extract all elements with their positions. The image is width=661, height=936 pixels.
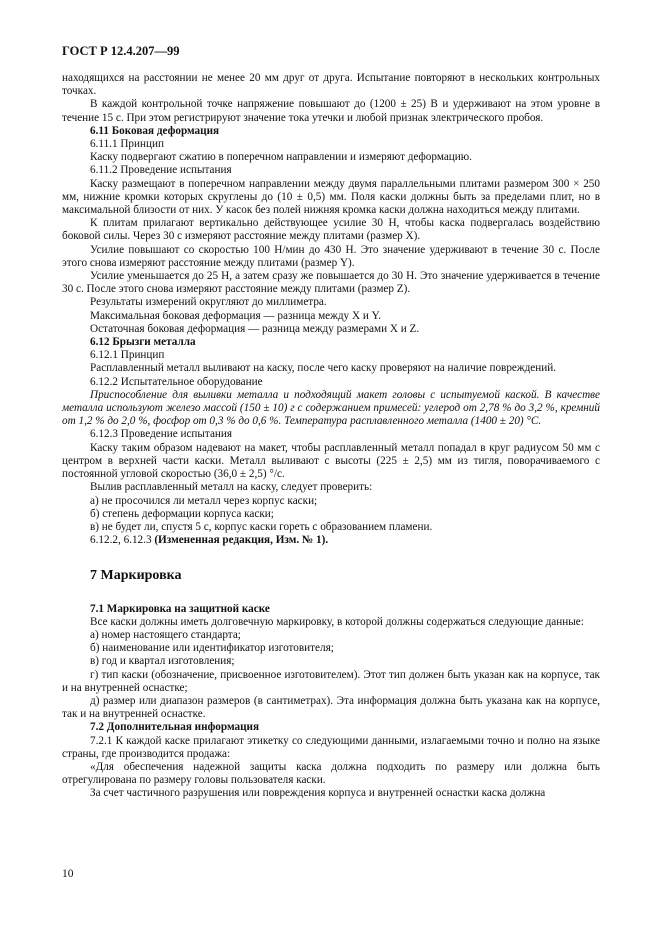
- subsection-heading-6-12-3: 6.12.3 Проведение испытания: [90, 428, 233, 441]
- list-item: г) тип каски (обозначение, присвоенное изготовителем). Этот тип должен быть указан как на корпусе, так и на внутренней оснастке;: [62, 668, 600, 694]
- equipment-note: Приспособление для выливки металла и подходящий макет головы с испытуемой каской. В качестве металла используют железо массой (150 ± 10) г с содержанием примесей: углерод от 2,78 % до 3,2 %, кремний от 1,2 % до 2,0 %, фосфор от 0,3 % до 0,6 %. Температура расплавленного металла (1400 ± 20) °C.: [62, 388, 600, 428]
- paragraph: За счет частичного разрушения или повреждения корпуса и внутренней оснастки каска должна: [90, 787, 546, 800]
- paragraph: К плитам прилагают вертикально действующее усилие 30 Н, чтобы каска подвергалась воздействию боковой силы. Через 30 с измеряют расстояние между плитами (размер X).: [62, 217, 600, 243]
- paragraph: Все каски должны иметь долговечную маркировку, в которой должны содержаться следующие данные:: [90, 615, 584, 628]
- subsection-heading-6-11-1: 6.11.1 Принцип: [90, 138, 164, 151]
- page-number: 10: [62, 868, 74, 880]
- edit-note-ref: 6.12.2, 6.12.3: [90, 534, 152, 547]
- section-heading-7-2: 7.2 Дополнительная информация: [90, 721, 260, 734]
- list-item: в) не будет ли, спустя 5 с, корпус каски гореть с образованием пламени.: [90, 520, 433, 533]
- edit-note-line: [90, 534, 600, 547]
- list-item: а) не просочился ли металл через корпус каски;: [90, 494, 318, 507]
- subsection-heading-6-12-1: 6.12.1 Принцип: [90, 349, 165, 362]
- section-heading-7-1: 7.1 Маркировка на защитной каске: [90, 602, 270, 615]
- list-item: б) степень деформации корпуса каски;: [90, 507, 274, 520]
- list-item: д) размер или диапазон размеров (в сантиметрах). Эта информация должна быть указана как на корпусе, так и на внутренней оснастке.: [62, 694, 600, 721]
- list-item: а) номер настоящего стандарта;: [90, 628, 241, 641]
- list-item: б) наименование или идентификатор изготовителя;: [90, 642, 334, 655]
- subsection-heading-6-11-2: 6.11.2 Проведение испытания: [90, 164, 232, 177]
- paragraph: Каску размещают в поперечном направлении между двумя параллельными плитами размером 300 × 250 мм, нижние кромки которых скруглены до (10 ± 0,5) мм. Поля каски должны быть за пределами плит, но в максимальной близости от них. У касок без полей нижняя кромка каски должна находиться между плитами.: [62, 177, 600, 217]
- paragraph: Максимальная боковая деформация — разница между X и Y.: [90, 309, 382, 322]
- list-item: в) год и квартал изготовления;: [90, 655, 235, 668]
- paragraph: «Для обеспечения надежной защиты каска должна подходить по размеру или должна быть отрегулирована по размеру головы пользователя каски.: [62, 760, 600, 787]
- paragraph: Каску таким образом надевают на макет, чтобы расплавленный металл попадал в круг радиусом 50 мм с центром в верхней части каски. Металл выливают с высоты (225 ± 2,5) мм из тигля, поворачиваемого с постоянной угловой скоростью (36,0 ± 2,5) °/с.: [62, 441, 600, 481]
- document-body: [62, 72, 600, 801]
- paragraph: Результаты измерений округляют до миллиметра.: [90, 296, 327, 309]
- paragraph: Усилие уменьшается до 25 Н, а затем сразу же повышается до 30 Н. Это значение удерживается в течение 30 с. После этого снова измеряют расстояние между плитами (размер Z).: [62, 270, 600, 296]
- paragraph: Остаточная боковая деформация — разница между размерами X и Z.: [90, 322, 420, 335]
- paragraph: находящихся на расстоянии не менее 20 мм друг от друга. Испытание повторяют в нескольких контрольных точках.: [62, 72, 600, 98]
- paragraph: Вылив расплавленный металл на каску, следует проверить:: [90, 481, 373, 494]
- paragraph: Усилие повышают со скоростью 100 Н/мин до 430 Н. Это значение удерживают в течение 30 с. После этого снова измеряют расстояние между плитами (размер Y).: [62, 243, 600, 269]
- subsection-heading-6-12-2: 6.12.2 Испытательное оборудование: [90, 375, 263, 388]
- section-heading-6-12: 6.12 Брызги металла: [90, 336, 196, 349]
- section-heading-6-11: 6.11 Боковая деформация: [90, 124, 220, 137]
- paragraph: Каску подвергают сжатию в поперечном направлении и измеряют деформацию.: [90, 151, 472, 164]
- edit-note: (Измененная редакция, Изм. № 1).: [154, 534, 329, 547]
- paragraph: Расплавленный металл выливают на каску, после чего каску проверяют на наличие повреждений.: [90, 362, 557, 375]
- paragraph: В каждой контрольной точке напряжение повышают до (1200 ± 25) В и удерживают на этом уровне в течение 15 с. При этом регистрируют значение тока утечки и любой признак электрического пробоя.: [62, 98, 600, 124]
- section-heading-7: 7 Маркировка: [90, 568, 182, 584]
- running-header: ГОСТ Р 12.4.207—99: [62, 44, 180, 58]
- paragraph: 7.2.1 К каждой каске прилагают этикетку со следующими данными, излагаемыми точно и полно на языке страны, где производится продажа:: [62, 734, 600, 760]
